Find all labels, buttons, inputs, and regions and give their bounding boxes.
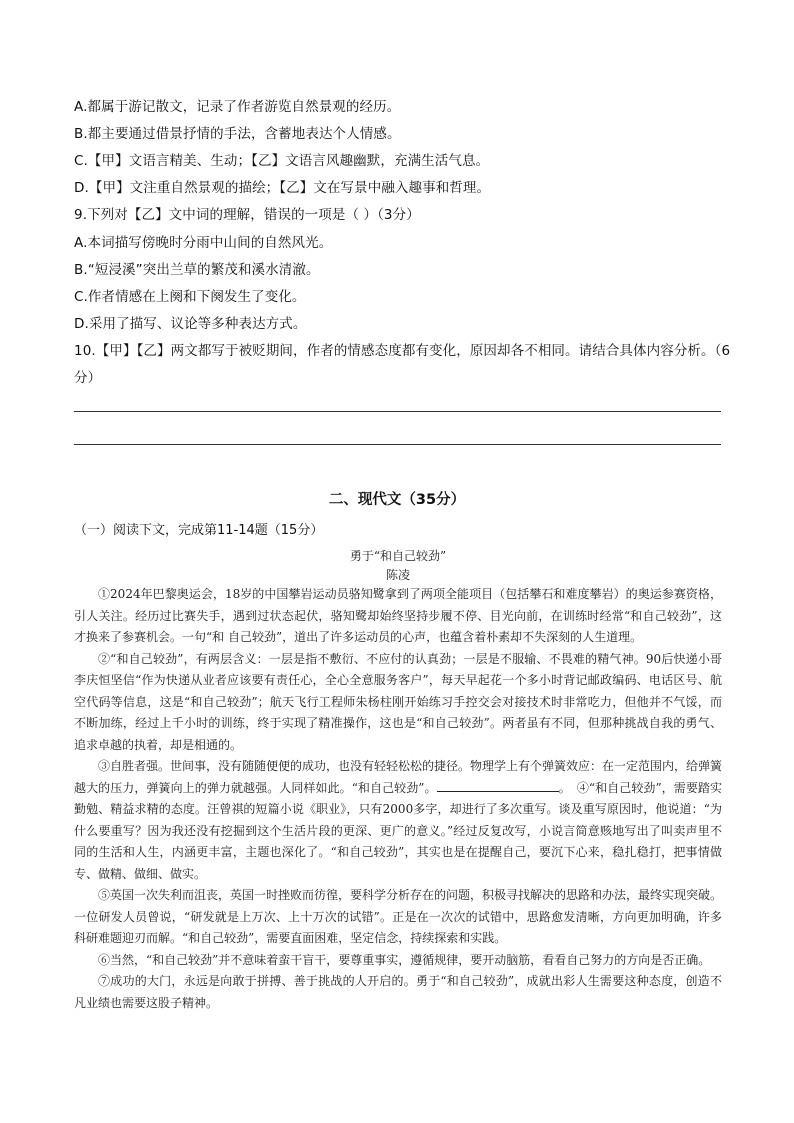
answer-line-1[interactable]: [74, 411, 721, 412]
paragraph-6: ⑥当然，“和自己较劲”并不意味着蛮干盲干，要尊重事实，遵循规律，要开动脑筋，看看自己努力的方向是否正确。: [98, 952, 711, 967]
q8-option-d: D.【甲】文注重自然景观的描绘；【乙】文在写景中融入趣事和哲理。: [74, 180, 491, 196]
q8-option-b: B.都主要通过借景抒情的手法，含蓄地表达个人情感。: [74, 126, 401, 142]
q8-option-c: C.【甲】文语言精美、生动；【乙】文语言风趣幽默，充满生活气息。: [74, 153, 490, 169]
section-title: 二、现代文（35分）: [328, 492, 466, 508]
answer-line-2[interactable]: [74, 444, 721, 445]
q10-stem: 10.【甲】【乙】两文都写于被贬期间，作者的情感态度都有变化，原因却各不相同。请结合具体内容分析。（6分）: [74, 343, 731, 386]
paragraph-3-text: ③自胜者强。世间事，没有随随便便的成功，也没有轻轻松松的捷径。物理学上有个弹簧效应：在一定范围内，给弹簧越大的压力，弹簧向上的弹力就越强。人同样如此。“和自己较劲”。: [74, 759, 723, 795]
q9-stem: 9.下列对【乙】文中词的理解，错误的一项是（ ）（3分）: [74, 207, 420, 223]
q9-option-b: B.“短浸溪”突出兰草的繁茂和溪水清澈。: [74, 262, 320, 278]
paragraph-3-4: [74, 756, 722, 885]
q9-option-c: C.作者情感在上阕和下阕发生了变化。: [74, 289, 306, 305]
reading-article: [74, 547, 722, 1014]
fill-in-blank[interactable]: [437, 779, 559, 792]
paragraph-5: ⑤英国一次失利而沮丧，英国一时挫败而彷徨，要科学分析存在的问题，积极寻找解决的思路和办法，最终实现突破。一位研发人员曾说，“研发就是上万次、上十万次的试错”。正是在一次次的试错中，思路愈发清晰，方向更加明确，许多科研难题迎刃而解。“和自己较劲”，需要直面困难，坚定信念，持续探索和实践。: [74, 888, 723, 945]
paragraph-2: ②“和自己较劲”，有两层含义：一层是指不敷衍、不应付的认真劲；一层是不服输、不畏难的精气神。90后快递小哥李庆恒坚信“作为快递从业者应该要有责任心，全心全意服务客户”，每天早起花一个多小时背记邮政编码、电话区号、航空代码等信息，这是“和自己较劲”；航天飞行工程师朱杨柱刚开始练习手控交会对接技术时非常吃力，但他并不气馁，而不断加练，经过上千小时的训练，终于实现了精准操作，这也是“和自己较劲”。两者虽有不同，但那种挑战自我的勇气、追求卓越的执着，却是相通的。: [74, 651, 722, 752]
q8-option-a: A.都属于游记散文，记录了作者游览自然景观的经历。: [74, 99, 401, 115]
article-author: 陈凌: [385, 568, 410, 582]
paragraph-4-text: 。 ④“和自己较劲”，需要踏实勤勉、精益求精的态度。汪曾祺的短篇小说《职业》，只有2000多字，却进行了多次重写。谈及重写原因时，他说道：“为什么要重写？因为我还没有挖掘到这个生活片段的更深、更广的意义。”经过反复改写，小说言简意赅地写出了叫卖声里不同的生活和人生，内涵更丰富，主题也深化了。“和自己较劲”，其实也是在提醒自己，要沉下心来，稳扎稳打，把事情做专、做精、做细、做实。: [74, 780, 722, 881]
q9-option-d: D.采用了描写、议论等多种表达方式。: [74, 316, 307, 332]
paragraph-1: ①2024年巴黎奥运会，18岁的中国攀岩运动员骆知鹭拿到了两项全能项目（包括攀石和难度攀岩）的奥运参赛资格，引人关注。经历过比赛失手，遇到过状态起伏，骆知鹭却始终坚持步履不停、目光向前，在训练时经常“和自己较劲”，这才换来了参赛机会。一句“和 自己较劲”，道出了许多运动员的心声，也蕴含着朴素却不失深刻的人生道理。: [74, 587, 722, 644]
paragraph-7: ⑦成功的大门，永远是向敢于拼搏、善于挑战的人开启的。勇于“和自己较劲”，成就出彩人生需要这种态度，创造不凡业绩也需要这股子精神。: [74, 974, 722, 1010]
article-title: 勇于“和自己较劲”: [349, 549, 447, 563]
q9-option-a: A.本词描写傍晚时分雨中山间的自然风光。: [74, 235, 333, 251]
reading-instructions: （一）阅读下文，完成第11-14题（15分）: [74, 523, 324, 538]
